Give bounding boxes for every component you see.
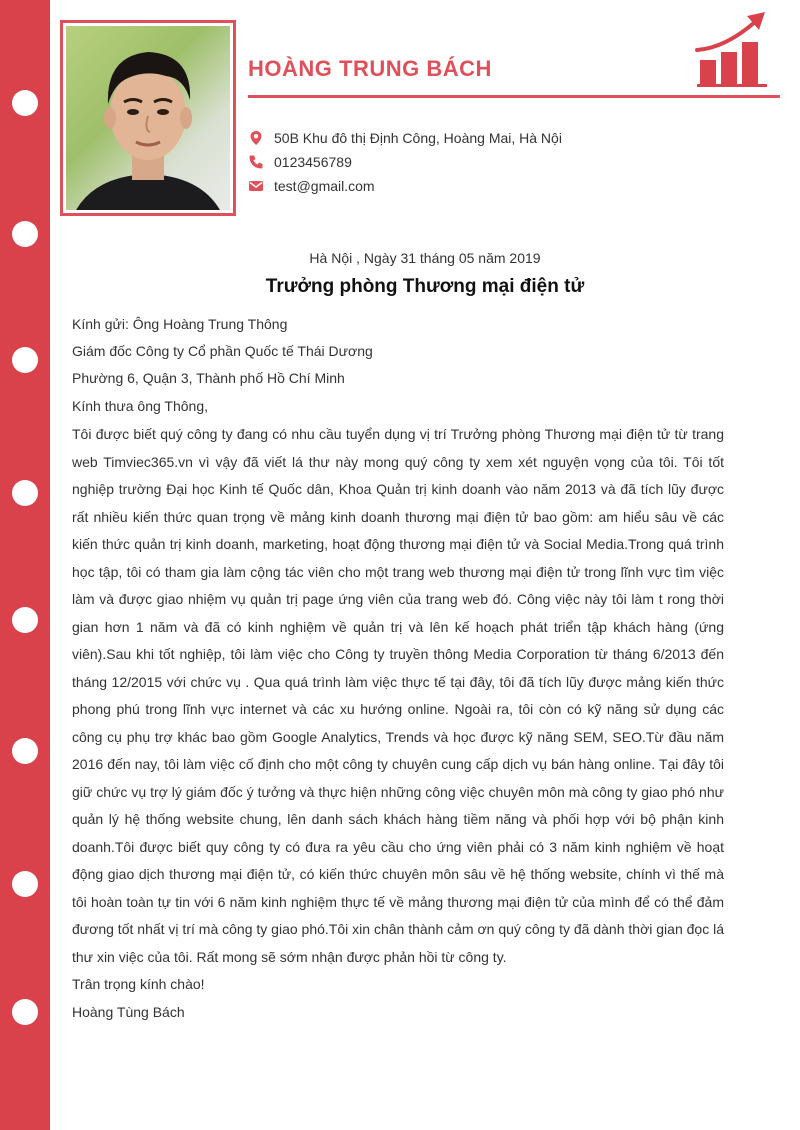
letter-signature: Hoàng Tùng Bách (72, 1004, 185, 1020)
candidate-name: HOÀNG TRUNG BÁCH (248, 56, 492, 81)
recipient-line-3: Phường 6, Quận 3, Thành phố Hồ Chí Minh (72, 370, 345, 386)
binder-hole (12, 90, 38, 116)
recipient-line-2: Giám đốc Công ty Cổ phần Quốc tế Thái Dương (72, 343, 373, 359)
recipient-line-1: Kính gửi: Ông Hoàng Trung Thông (72, 316, 288, 332)
binder-hole (12, 871, 38, 897)
location-pin-icon (248, 130, 264, 146)
letter-body: Tôi được biết quý công ty đang có nhu cầu tuyển dụng vị trí Trưởng phòng Thương mại điện tử từ trang web Timviec365.vn vì vậy đã viết lá thư này mong quý công ty xem xét nguyện vọng của tôi. Tôi tốt nghiệp trường Đại học Kinh tế Quốc dân, Khoa Quản trị kinh doanh vào năm 2013 và đã tích lũy được rất nhiều kiến thức quan trọng về mảng kinh doanh thương mại điện tử bao gồm: am hiểu sâu về các kiến thức quản trị kinh doanh, marketing, hoạt động thương mại điện tử và Social Media.Trong quá trình học tập, tôi có tham gia làm cộng tác viên cho một trang web thương mại điện tử trong lĩnh vực tìm việc làm và được giao nhiệm vụ quản trị page ứng viên của trang web đó. Công việc này tôi làm t rong thời gian hơn 1 năm và đã có kinh nghiệm về quản trị và lên kế hoạch phát triển tập khách hàng (ứng viên).Sau khi tốt nghiệp, tôi làm việc cho Công ty truyền thông Media Corporation từ tháng 6/2013 đến tháng 12/2015 với chức vụ . Qua quá trình làm việc thực tế tại đây, tôi đã tích lũy được mảng kiến thức phong phú trong lĩnh vực internet và các xu hướng online. Ngoài ra, tôi còn có kỹ năng sử dụng các công cụ phụ trợ khác bao gồm Google Analytics, Trends và học được kỹ năng SEM, SEO.Từ đầu năm 2016 đến nay, tôi làm việc cố định cho một công ty chuyên cung cấp dịch vụ bán hàng online. Tại đây tôi giữ chức vụ trợ lý giám đốc ý tưởng và thực hiện những công việc chuyên môn mà công ty giao phó như quản lý hệ thống website chung, lên danh sách khách hàng tiềm năng và phối hợp với bộ phận kinh doanh.Tôi được biết quy công ty có đưa ra yêu cầu cho ứng viên phải có 3 năm kinh nghiệm về hoạt động giao dịch thương mại điện tử, có kiến thức chuyên môn sâu về hệ thống website, chính vì thế mà tôi hoàn toàn tự tin với 6 năm kinh nghiệm thực tế về mảng thương mại điện tử của mình để có thể đảm đương tốt nhất vị trí mà công ty giao phó.Tôi xin chân thành cảm ơn quý công ty đã dành thời gian đọc lá thư xin việc của tôi. Rất mong sẽ sớm nhận được phản hồi từ công ty. (72, 426, 724, 965)
phone-icon (248, 154, 264, 170)
letter-closing: Trân trọng kính chào! (72, 976, 205, 992)
portrait-photo (66, 26, 230, 210)
binder-hole (12, 607, 38, 633)
binder-hole (12, 347, 38, 373)
binder-hole (12, 738, 38, 764)
phone-text: 0123456789 (274, 154, 352, 170)
growth-chart-icon (695, 8, 775, 88)
letter-date: Hà Nội , Ngày 31 tháng 05 năm 2019 (309, 250, 541, 266)
photo-frame (60, 20, 236, 216)
binder-hole (12, 999, 38, 1025)
contact-phone (248, 154, 352, 170)
contact-email (248, 178, 375, 194)
email-text: test@gmail.com (274, 178, 375, 194)
address-text: 50B Khu đô thị Định Công, Hoàng Mai, Hà Nội (274, 130, 562, 146)
letter-title: Trưởng phòng Thương mại điện tử (265, 276, 585, 297)
header-divider (248, 95, 780, 98)
binder-hole (12, 480, 38, 506)
envelope-icon (248, 178, 264, 194)
contact-address (248, 130, 562, 146)
binder-spine (0, 0, 50, 1130)
salutation: Kính thưa ông Thông, (72, 398, 208, 414)
binder-hole (12, 221, 38, 247)
